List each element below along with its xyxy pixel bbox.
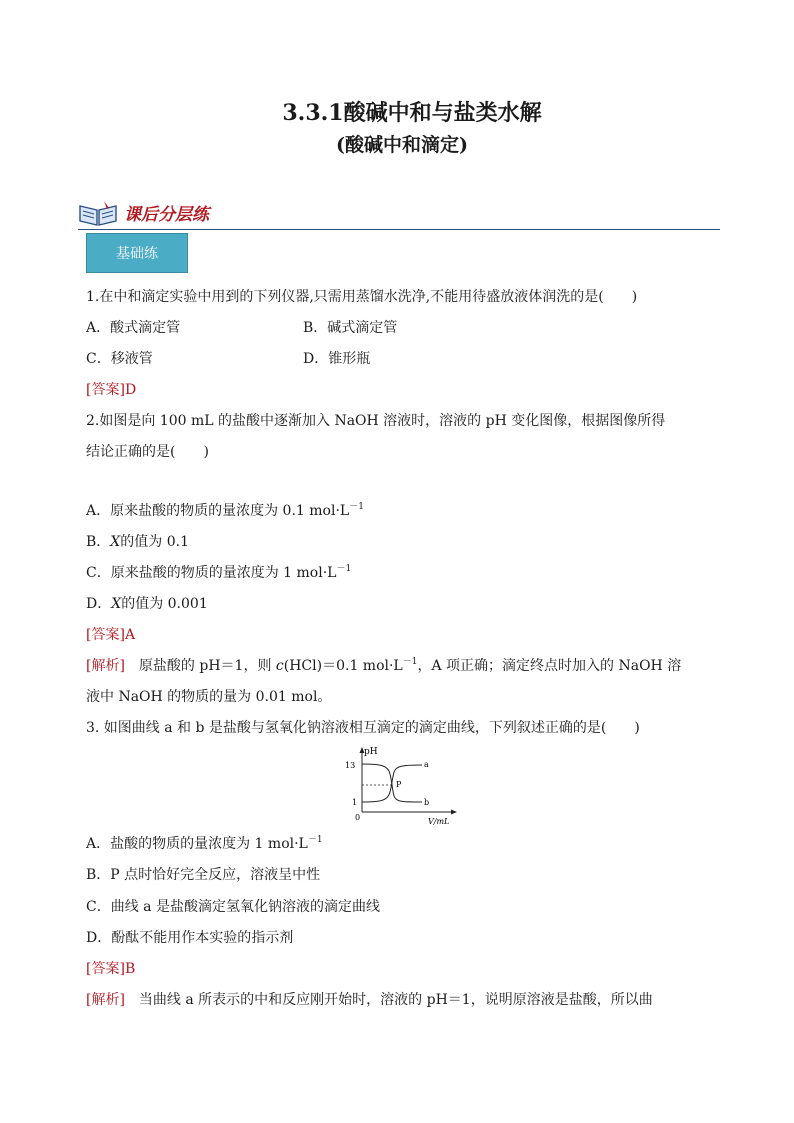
x-axis-arrow [451, 810, 457, 815]
y-tick-13: 13 [345, 761, 356, 770]
section-header [78, 198, 720, 228]
q3-analysis-line1: [解析] 当曲线 a 所表示的中和反应刚开始时，溶液的 pH＝1，说明原溶液是盐酸，所以曲 [86, 992, 653, 1008]
point-p-label: P [396, 780, 402, 789]
q2-option-c: C．原来盐酸的物质的量浓度为 1 $mol\cdot L^{-1}$ [86, 564, 352, 581]
q2-stem-line2: 结论正确的是( ) [86, 444, 209, 460]
curve-a-shape [362, 765, 422, 802]
curve-a-label: a [424, 760, 429, 769]
q1-answer: [答案]D [86, 382, 137, 398]
q2-option-b: B．X的值为 0.1 [86, 534, 189, 550]
q1-option-d: D．锥形瓶 [303, 351, 371, 367]
q1-option-b: B．碱式滴定管 [303, 320, 398, 336]
q1-option-a: A．酸式滴定管 [86, 320, 181, 336]
open-book-icon [78, 200, 118, 230]
origin-label: 0 [355, 813, 361, 822]
q2-analysis-line2: 液中 NaOH 的物质的量为 0.01 mol。 [86, 689, 332, 705]
q3-stem: 3. 如图曲线 a 和 b 是盐酸与氢氧化钠溶液相互滴定的滴定曲线，下列叙述正确的是( ) [86, 720, 640, 736]
section-label: 课后分层练 [124, 205, 209, 225]
q2-analysis-line1: [解析] 原盐酸的 pH＝1，则 c(HCl)＝0.1 $mol\cdot L^{-1}$，A 项正确；滴定终点时加入的 NaOH 溶 [86, 657, 682, 674]
q2-answer: [答案]A [86, 627, 136, 643]
q3-titration-graph [340, 744, 460, 826]
y-axis-label: pH [364, 747, 378, 757]
q2-stem-line1: 2.如图是向 100 mL 的盐酸中逐渐加入 NaOH 溶液时，溶液的 pH 变化图像，根据图像所得 [86, 413, 666, 429]
q1-stem: 1.在中和滴定实验中用到的下列仪器,只需用蒸馏水洗净,不能用待盛放液体润洗的是( ) [86, 289, 638, 305]
q3-option-d: D．酚酞不能用作本实验的指示剂 [86, 930, 294, 946]
q1-option-c: C．移液管 [86, 351, 153, 367]
x-axis-label: V/mL [428, 817, 450, 826]
y-tick-1: 1 [352, 798, 358, 807]
q2-option-a: A．原来盐酸的物质的量浓度为 0.1 $mol\cdot L^{-1}$ [86, 502, 364, 519]
y-tick-7: 7 [354, 782, 360, 791]
level-badge: 基础练 [86, 233, 188, 273]
q3-option-a: A．盐酸的物质的量浓度为 1 $mol\cdot L^{-1}$ [86, 835, 323, 852]
q2-option-d: D．X的值为 0.001 [86, 596, 208, 612]
q3-option-c: C．曲线 a 是盐酸滴定氢氧化钠溶液的滴定曲线 [86, 899, 380, 915]
q3-answer: [答案]B [86, 961, 136, 977]
curve-b-label: b [424, 798, 430, 807]
section-divider [78, 229, 720, 230]
page-title: 3.3.1酸碱中和与盐类水解 [282, 100, 542, 126]
q3-option-b: B．P 点时恰好完全反应，溶液呈中性 [86, 867, 321, 883]
page-subtitle: (酸碱中和滴定) [336, 134, 468, 156]
